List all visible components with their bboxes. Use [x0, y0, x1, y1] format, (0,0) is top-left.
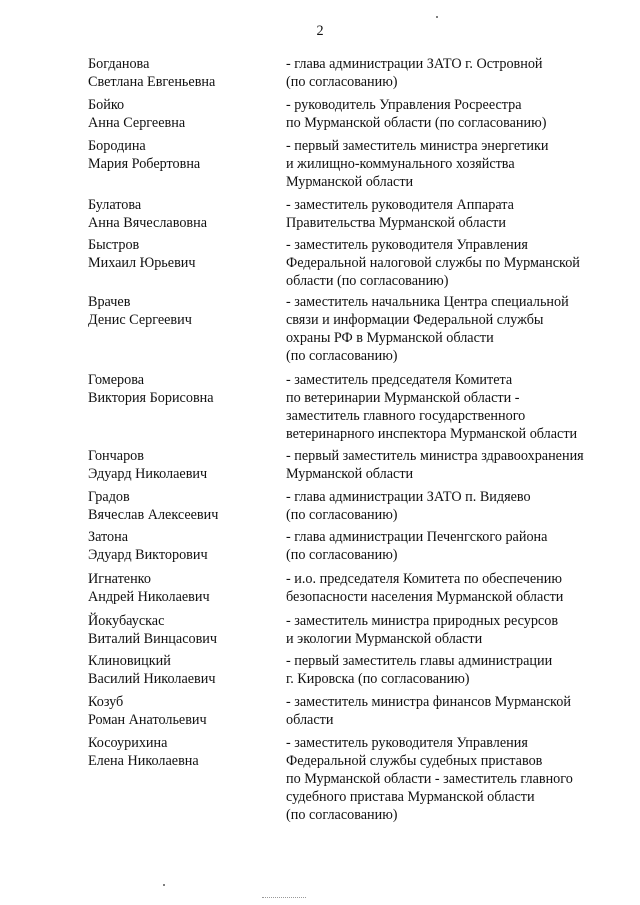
member-position	[286, 55, 626, 91]
member-position-line: - заместитель начальника Центра специальной	[286, 294, 569, 310]
member-given-names: Денис Сергеевич	[88, 312, 192, 328]
member-position	[286, 528, 626, 564]
member-surname: Градов	[88, 489, 130, 505]
member-given-names: Анна Сергеевна	[88, 115, 186, 131]
member-position-line: - первый заместитель главы администрации	[286, 653, 553, 669]
member-surname: Быстров	[88, 237, 140, 253]
member-position-line: Мурманской области	[286, 466, 414, 482]
member-position-line: - заместитель председателя Комитета	[286, 372, 513, 388]
member-position-line: (по согласованию)	[286, 547, 398, 563]
member-position	[286, 652, 626, 688]
member-surname: Врачев	[88, 294, 131, 310]
member-position	[286, 612, 626, 648]
member-position-line: Правительства Мурманской области	[286, 215, 506, 231]
member-surname: Затона	[88, 529, 129, 545]
member-position	[286, 693, 626, 729]
member-name	[88, 371, 278, 407]
member-surname: Булатова	[88, 197, 142, 213]
member-position-line: области (по согласованию)	[286, 273, 449, 289]
member-position	[286, 488, 626, 524]
member-position	[286, 96, 626, 132]
member-surname: Гомерова	[88, 372, 145, 388]
member-position-line: - заместитель руководителя Управления	[286, 237, 528, 253]
member-position-line: (по согласованию)	[286, 348, 398, 364]
member-position-line: - и.о. председателя Комитета по обеспечению	[286, 571, 562, 587]
member-position-line: - глава администрации ЗАТО п. Видяево	[286, 489, 531, 505]
member-position	[286, 734, 626, 824]
member-position	[286, 236, 626, 290]
member-position	[286, 570, 626, 606]
member-position-line: охраны РФ в Мурманской области	[286, 330, 494, 346]
member-position-line: (по согласованию)	[286, 807, 398, 823]
member-position-line: по Мурманской области (по согласованию)	[286, 115, 547, 131]
member-name	[88, 652, 278, 688]
member-position-line: области	[286, 712, 334, 728]
page-number: 2	[316, 23, 324, 39]
member-name	[88, 236, 278, 272]
member-name	[88, 612, 278, 648]
member-surname: Косоурихина	[88, 735, 168, 751]
member-name	[88, 55, 278, 91]
member-given-names: Виктория Борисовна	[88, 390, 214, 406]
member-position-line: и экологии Мурманской области	[286, 631, 483, 647]
member-surname: Бойко	[88, 97, 125, 113]
scan-speck	[436, 16, 438, 18]
member-given-names: Елена Николаевна	[88, 753, 199, 769]
member-position-line: - заместитель руководителя Аппарата	[286, 197, 514, 213]
member-name	[88, 488, 278, 524]
member-position-line: - заместитель руководителя Управления	[286, 735, 528, 751]
member-name	[88, 447, 278, 483]
member-position-line: Федеральной службы судебных приставов	[286, 753, 543, 769]
member-position-line: г. Кировска (по согласованию)	[286, 671, 470, 687]
member-given-names: Василий Николаевич	[88, 671, 216, 687]
member-position	[286, 196, 626, 232]
member-given-names: Мария Робертовна	[88, 156, 201, 172]
member-surname: Бородина	[88, 138, 146, 154]
member-position-line: - первый заместитель министра здравоохранения	[286, 448, 584, 464]
member-position	[286, 447, 626, 483]
member-given-names: Вячеслав Алексеевич	[88, 507, 219, 523]
member-name	[88, 570, 278, 606]
member-position-line: по Мурманской области - заместитель главного	[286, 771, 573, 787]
member-position-line: - глава администрации ЗАТО г. Островной	[286, 56, 543, 72]
member-position-line: связи и информации Федеральной службы	[286, 312, 544, 328]
member-position-line: заместитель главного государственного	[286, 408, 526, 424]
member-position-line: - заместитель министра финансов Мурманской	[286, 694, 571, 710]
member-name	[88, 137, 278, 173]
member-surname: Клиновицкий	[88, 653, 171, 669]
member-given-names: Виталий Винцасович	[88, 631, 218, 647]
member-given-names: Андрей Николаевич	[88, 589, 210, 605]
member-name	[88, 528, 278, 564]
member-given-names: Михаил Юрьевич	[88, 255, 196, 271]
member-position-line: - первый заместитель министра энергетики	[286, 138, 549, 154]
member-name	[88, 734, 278, 770]
member-position-line: по ветеринарии Мурманской области -	[286, 390, 520, 406]
member-name	[88, 96, 278, 132]
member-position	[286, 137, 626, 191]
member-surname: Йокубаускас	[88, 613, 165, 629]
page-footer-mark	[262, 897, 306, 902]
member-surname: Гончаров	[88, 448, 144, 464]
member-surname: Игнатенко	[88, 571, 151, 587]
member-position-line: - руководитель Управления Росреестра	[286, 97, 522, 113]
member-name	[88, 293, 278, 329]
member-given-names: Светлана Евгеньевна	[88, 74, 216, 90]
member-position-line: судебного пристава Мурманской области	[286, 789, 535, 805]
member-position-line: - глава администрации Печенгского района	[286, 529, 548, 545]
member-position-line: ветеринарного инспектора Мурманской области	[286, 426, 578, 442]
member-given-names: Роман Анатольевич	[88, 712, 207, 728]
scan-speck	[163, 884, 165, 886]
member-position-line: безопасности населения Мурманской области	[286, 589, 564, 605]
member-surname: Богданова	[88, 56, 150, 72]
member-position-line: Мурманской области	[286, 174, 414, 190]
member-position	[286, 293, 626, 365]
member-name	[88, 693, 278, 729]
member-given-names: Эдуард Николаевич	[88, 466, 208, 482]
member-surname: Козуб	[88, 694, 124, 710]
member-given-names: Эдуард Викторович	[88, 547, 208, 563]
member-position-line: (по согласованию)	[286, 507, 398, 523]
member-position-line: (по согласованию)	[286, 74, 398, 90]
member-position-line: Федеральной налоговой службы по Мурманской	[286, 255, 580, 271]
member-position-line: - заместитель министра природных ресурсов	[286, 613, 559, 629]
member-given-names: Анна Вячеславовна	[88, 215, 208, 231]
member-position	[286, 371, 626, 443]
member-position-line: и жилищно-коммунального хозяйства	[286, 156, 515, 172]
member-name	[88, 196, 278, 232]
